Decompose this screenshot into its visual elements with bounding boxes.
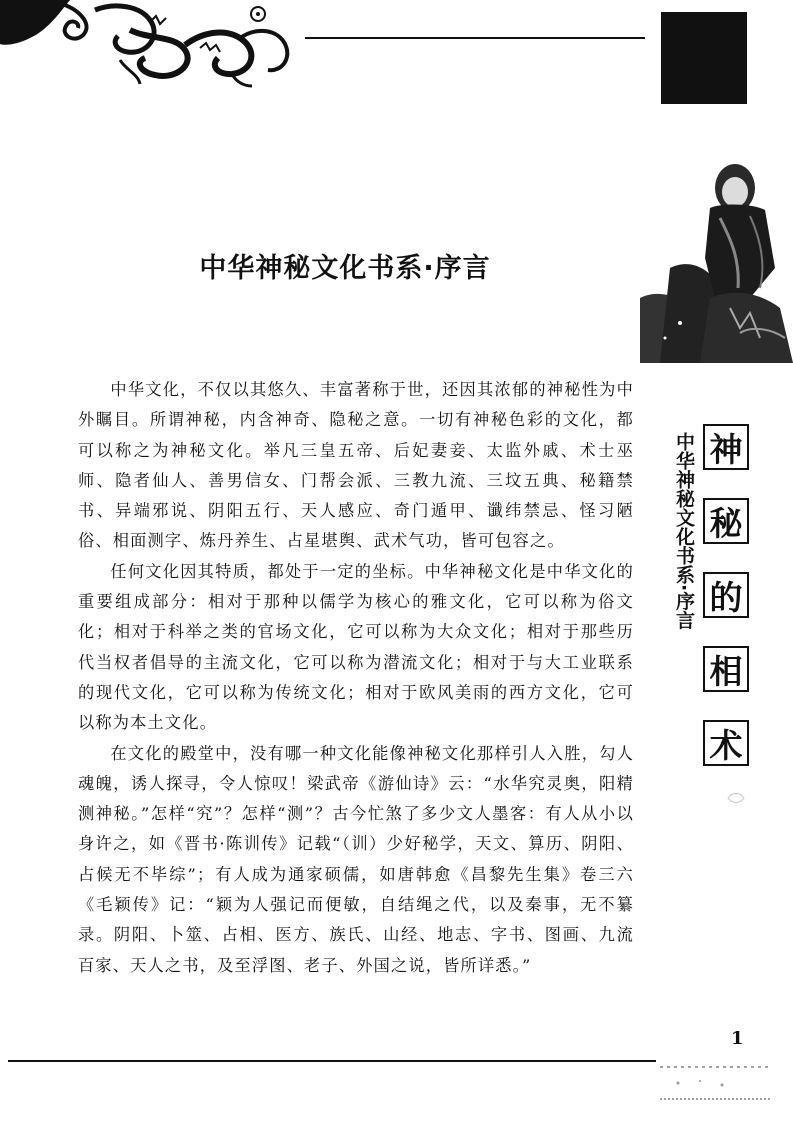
header-rule (305, 37, 645, 39)
footer-decoration-icon (660, 1065, 770, 1105)
faint-smudge-icon (726, 790, 746, 806)
paragraph: 在文化的殿堂中，没有哪一种文化能像神秘文化那样引人入胜，勾人魂魄，诱人探寻，令人惊叹！梁武帝《游仙诗》云：“水华究灵奥，阳精测神秘。”怎样“究”？怎样“测”？古今忙煞了多少文人墨客：有人从小以身许之，如《晋书·陈训传》记载“（训）少好秘学，天文、算历、阴阳、占候无不毕综”；有人成为通家硕儒，如唐韩愈《昌黎先生集》卷三六《毛颖传》记：“颖为人强记而便敏，自结绳之代，以及秦事，无不纂录。阴阳、卜筮、占相、医方、族氏、山经、地志、字书、图画、九流百家、天人之书，及至浮图、老子、外国之说，皆所详悉。” (78, 743, 634, 975)
book-title-char: 的 (703, 572, 749, 618)
header-black-block (661, 12, 747, 104)
series-label-vertical: 中华神秘文化书系·序言 (673, 432, 695, 630)
book-title-char: 术 (703, 720, 749, 766)
paragraph: 任何文化因其特质，都处于一定的坐标。中华神秘文化是中华文化的重要组成部分：相对于那种以儒学为核心的雅文化，它可以称为俗文化；相对于科举之类的官场文化，它可以称为大众文化；相对于那些历代当权者倡导的主流文化，它可以称为潜流文化；相对于与大工业联系的现代文化，它可以称为传统文化；相对于欧风美雨的西方文化，它可以称为本土文化。 (78, 561, 634, 733)
page-title: 中华神秘文化书系·序言 (199, 253, 491, 285)
paragraph: 中华文化，不仅以其悠久、丰富著称于世，还因其浓郁的神秘性为中外瞩目。所谓神秘，内含神奇、隐秘之意。一切有神秘色彩的文化，都可以称之为神秘文化。举凡三皇五帝、后妃妻妾、太监外戚、术士巫师、隐者仙人、善男信女、门帮会派、三教九流、三坟五典、秘籍禁书、异端邪说、阴阳五行、天人感应、奇门遁甲、谶纬禁忌、怪习陋俗、相面测字、炼丹养生、占星堪舆、武术气功，皆可包容之。 (78, 380, 634, 551)
book-title-char: 相 (703, 646, 749, 692)
page-number: 1 (731, 1028, 744, 1049)
book-title-char: 秘 (703, 498, 749, 544)
footer-rule (8, 1060, 656, 1062)
dragon-ornament-icon (0, 0, 305, 90)
book-title-char: 神 (703, 424, 749, 470)
book-title-boxes (703, 424, 748, 794)
body-text (78, 375, 634, 981)
